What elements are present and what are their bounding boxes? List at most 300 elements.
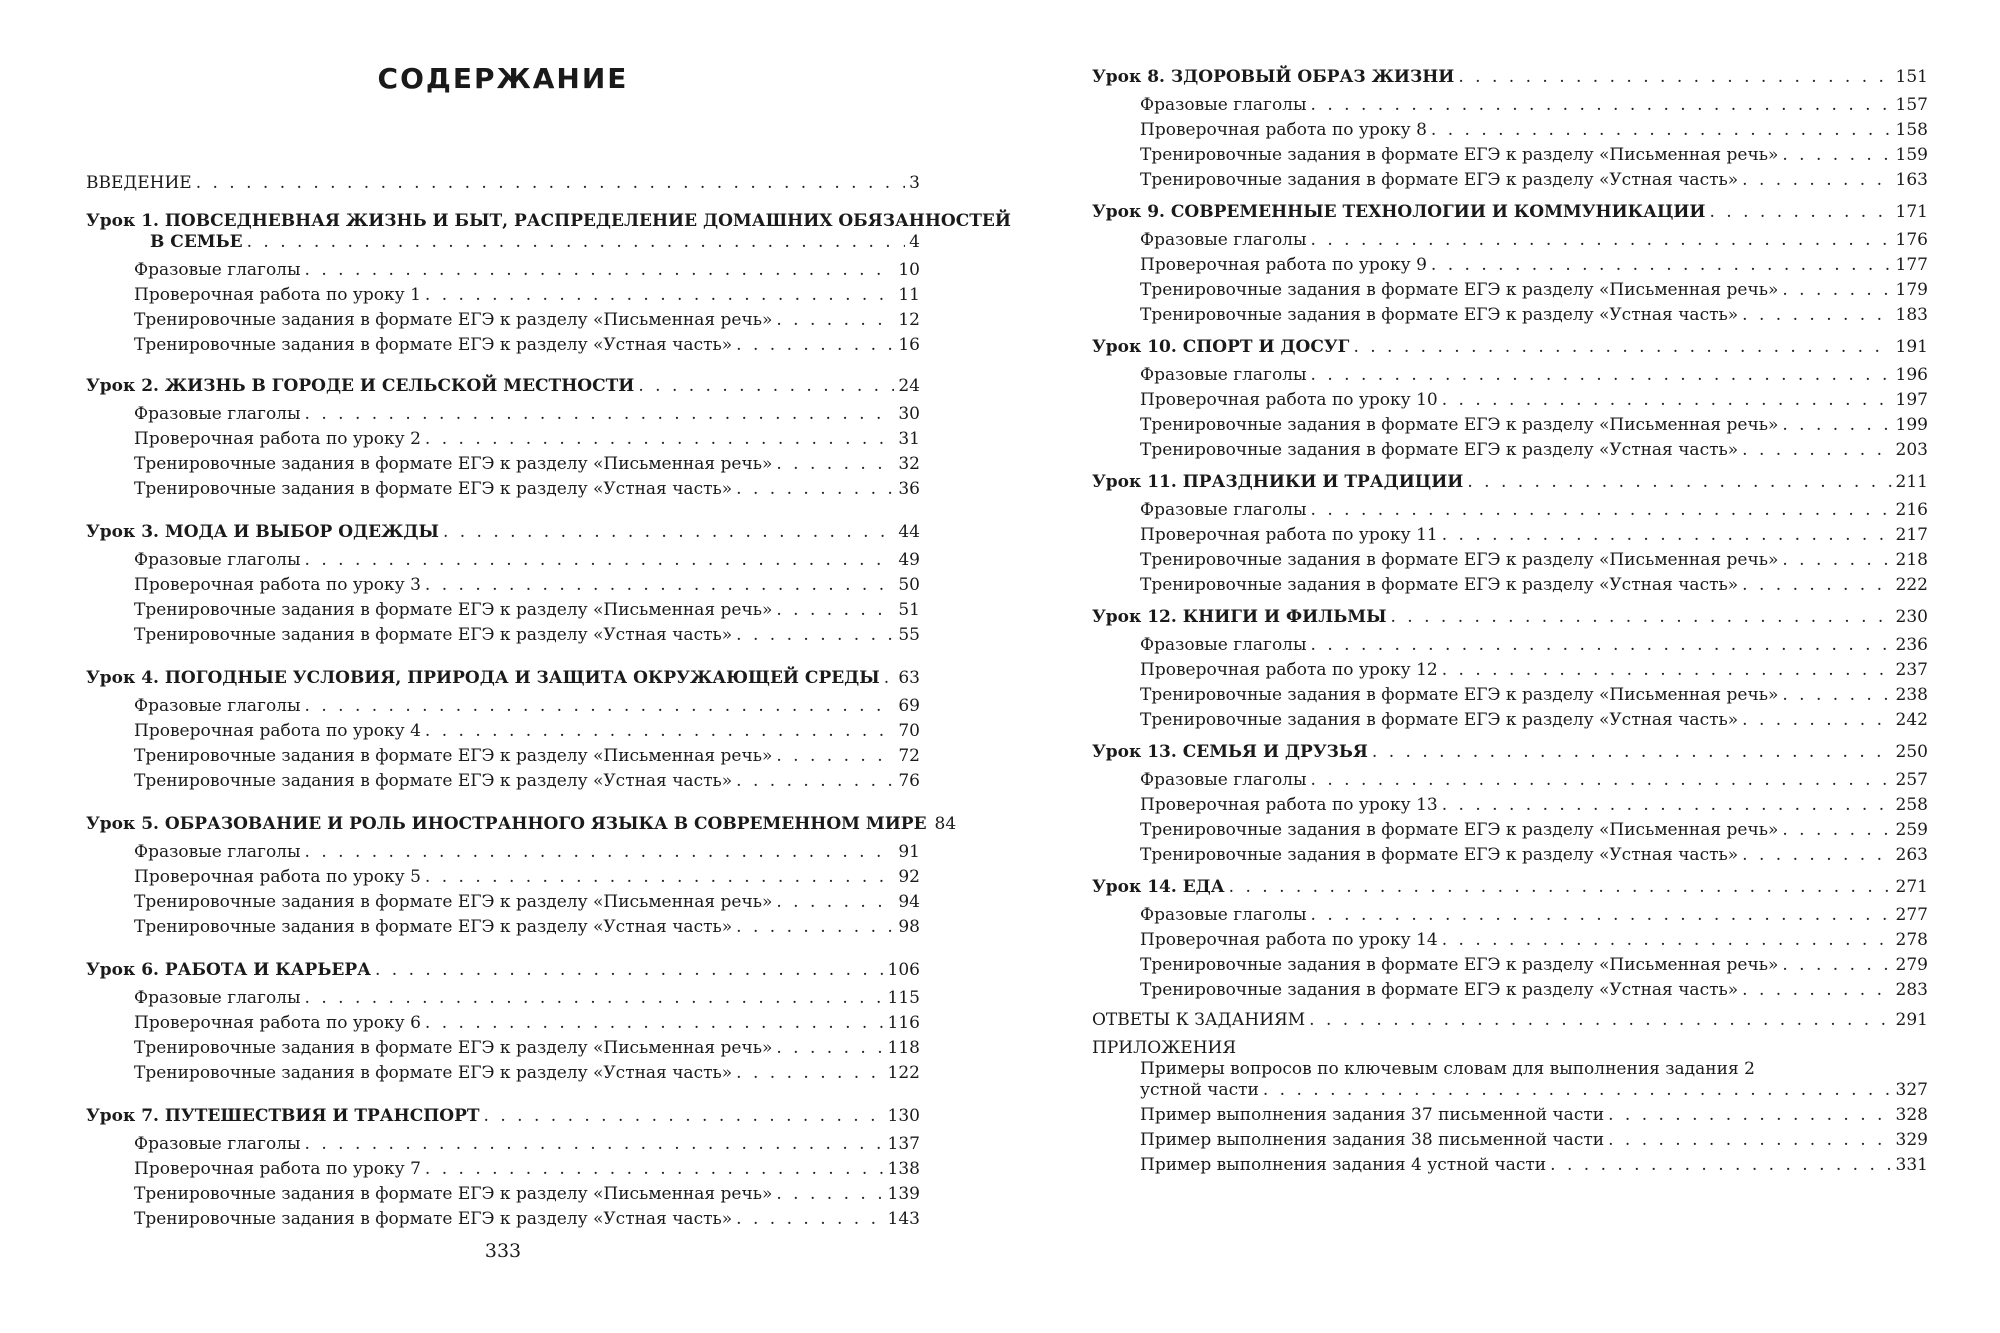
entry-page: 11 (898, 285, 920, 305)
dot-leader (1311, 499, 1892, 521)
entry-page: 98 (898, 917, 920, 937)
entry-page: 130 (887, 1106, 920, 1126)
entry-label: Урок 2. ЖИЗНЬ В ГОРОДЕ И СЕЛЬСКОЙ МЕСТНОСТИ (86, 376, 635, 396)
entry-label: Фразовые глаголы (1140, 230, 1307, 250)
toc-subentry[interactable] (134, 841, 920, 863)
dot-leader (305, 987, 884, 1009)
toc-entry-intro[interactable] (86, 172, 920, 194)
entry-page: 116 (887, 1013, 920, 1033)
entry-label: Проверочная работа по уроку 9 (1140, 255, 1427, 275)
entry-label: Проверочная работа по уроку 12 (1140, 660, 1438, 680)
entry-page: 176 (1895, 230, 1928, 250)
entry-page: 242 (1895, 710, 1928, 730)
entry-label: Тренировочные задания в формате ЕГЭ к разделу «Устная часть» (1140, 710, 1739, 730)
dot-leader (305, 695, 895, 717)
toc-subentry[interactable] (1140, 229, 1928, 251)
entry-label: Проверочная работа по уроку 2 (134, 429, 421, 449)
dot-leader (1608, 1104, 1891, 1126)
toc-title: СОДЕРЖАНИЕ (377, 62, 629, 95)
right-page (1092, 0, 1928, 1333)
entry-page: 44 (898, 522, 920, 542)
entry-page: 222 (1895, 575, 1928, 595)
entry-label: ОТВЕТЫ К ЗАДАНИЯМ (1092, 1010, 1306, 1030)
toc-subentry[interactable] (1140, 549, 1928, 571)
dot-leader (305, 259, 895, 281)
appendix-entry[interactable] (1140, 1154, 1928, 1176)
entry-page: 238 (1895, 685, 1928, 705)
entry-label: Тренировочные задания в формате ЕГЭ к разделу «Письменная речь» (1140, 280, 1779, 300)
entry-label: Фразовые глаголы (1140, 905, 1307, 925)
entry-page: 230 (1895, 607, 1928, 627)
dot-leader (1311, 634, 1892, 656)
toc-subentry[interactable] (1140, 439, 1928, 461)
lesson-heading[interactable] (1092, 741, 1928, 763)
dot-leader (425, 574, 894, 596)
entry-label: Тренировочные задания в формате ЕГЭ к разделу «Устная часть» (1140, 440, 1739, 460)
entry-label: Урок 5. ОБРАЗОВАНИЕ И РОЛЬ ИНОСТРАННОГО ЯЗЫКА В СОВРЕМЕННОМ МИРЕ (86, 814, 927, 834)
toc-subentry[interactable] (1140, 929, 1928, 951)
entry-label: Тренировочные задания в формате ЕГЭ к разделу «Устная часть» (134, 1063, 733, 1083)
toc-subentry[interactable] (134, 720, 920, 742)
lesson-1-heading[interactable]: Урок 1. ПОВСЕДНЕВНАЯ ЖИЗНЬ И БЫТ, РАСПРЕДЕЛЕНИЕ ДОМАШНИХ ОБЯЗАННОСТЕЙ (86, 211, 1011, 231)
entry-label: Тренировочные задания в формате ЕГЭ к разделу «Письменная речь» (1140, 820, 1779, 840)
toc-subentry[interactable] (1140, 794, 1928, 816)
appendix-entry[interactable] (1140, 1104, 1928, 1126)
dot-leader (776, 599, 894, 621)
entry-page: 106 (887, 960, 920, 980)
toc-subentry[interactable] (1140, 709, 1928, 731)
lesson-heading[interactable] (1092, 606, 1928, 628)
entry-page: 32 (898, 454, 920, 474)
entry-label: Проверочная работа по уроку 4 (134, 721, 421, 741)
entry-label: Тренировочные задания в формате ЕГЭ к разделу «Письменная речь» (134, 600, 773, 620)
dot-leader (1229, 876, 1892, 898)
entry-label: Урок 8. ЗДОРОВЫЙ ОБРАЗ ЖИЗНИ (1092, 67, 1455, 87)
entry-label: Фразовые глаголы (134, 842, 301, 862)
entry-label: Тренировочные задания в формате ЕГЭ к разделу «Устная часть» (134, 1209, 733, 1229)
entry-label: Тренировочные задания в формате ЕГЭ к разделу «Устная часть» (1140, 575, 1739, 595)
appendix-entry[interactable] (1140, 1129, 1928, 1151)
entry-label: Тренировочные задания в формате ЕГЭ к разделу «Письменная речь» (134, 892, 773, 912)
dot-leader (425, 1012, 884, 1034)
lesson-heading[interactable] (86, 1105, 920, 1127)
dot-leader (1442, 524, 1892, 546)
entry-label: Урок 4. ПОГОДНЫЕ УСЛОВИЯ, ПРИРОДА И ЗАЩИТА ОКРУЖАЮЩЕЙ СРЕДЫ (86, 668, 880, 688)
entry-label: Тренировочные задания в формате ЕГЭ к разделу «Письменная речь» (1140, 415, 1779, 435)
toc-subentry[interactable] (1140, 819, 1928, 841)
entry-label: Тренировочные задания в формате ЕГЭ к разделу «Письменная речь» (134, 1184, 773, 1204)
entry-page: 118 (887, 1038, 920, 1058)
entry-page: 258 (1895, 795, 1928, 815)
entry-page: 76 (898, 771, 920, 791)
entry-page: 159 (1895, 145, 1928, 165)
toc-subentry[interactable] (1140, 304, 1928, 326)
entry-label: Тренировочные задания в формате ЕГЭ к разделу «Письменная речь» (134, 310, 773, 330)
toc-subentry[interactable] (134, 1062, 920, 1084)
dot-leader (443, 521, 894, 543)
entry-label: Тренировочные задания в формате ЕГЭ к разделу «Устная часть» (1140, 305, 1739, 325)
entry-page: 199 (1895, 415, 1928, 435)
entry-page: 279 (1895, 955, 1928, 975)
entry-label: Фразовые глаголы (1140, 770, 1307, 790)
dot-leader (305, 549, 895, 571)
entry-label: Урок 10. СПОРТ И ДОСУГ (1092, 337, 1350, 357)
lesson-heading[interactable] (86, 521, 920, 543)
dot-leader (1782, 414, 1891, 436)
entry-label: Проверочная работа по уроку 8 (1140, 120, 1427, 140)
entry-label: Пример выполнения задания 38 письменной части (1140, 1130, 1605, 1150)
entry-label: Проверочная работа по уроку 1 (134, 285, 421, 305)
toc-subentry[interactable] (1140, 144, 1928, 166)
dot-leader (1442, 659, 1892, 681)
entry-label: Урок 3. МОДА И ВЫБОР ОДЕЖДЫ (86, 522, 439, 542)
entry-label: В СЕМЬЕ (150, 232, 243, 252)
entry-label: Тренировочные задания в формате ЕГЭ к разделу «Письменная речь» (1140, 955, 1779, 975)
entry-page: 179 (1895, 280, 1928, 300)
appendix-entry-head[interactable]: Примеры вопросов по ключевым словам для выполнения задания 2 (1140, 1059, 1755, 1079)
dot-leader (484, 1105, 884, 1127)
entry-page: 217 (1895, 525, 1928, 545)
entry-label: Тренировочные задания в формате ЕГЭ к разделу «Письменная речь» (1140, 685, 1779, 705)
dot-leader (425, 720, 894, 742)
toc-subentry[interactable] (1140, 659, 1928, 681)
entry-label: Фразовые глаголы (134, 696, 301, 716)
entry-label: Урок 14. ЕДА (1092, 877, 1225, 897)
entry-page: 139 (887, 1184, 920, 1204)
toc-subentry[interactable] (1140, 524, 1928, 546)
dot-leader (1311, 904, 1892, 926)
dot-leader (1742, 304, 1891, 326)
toc-subentry[interactable] (1140, 94, 1928, 116)
entry-page: 328 (1895, 1105, 1928, 1125)
dot-leader (1431, 254, 1892, 276)
dot-leader (425, 284, 894, 306)
toc-subentry[interactable] (134, 599, 920, 621)
dot-leader (736, 478, 894, 500)
entry-page: 197 (1895, 390, 1928, 410)
toc-subentry[interactable] (134, 259, 920, 281)
entry-page: 171 (1895, 202, 1928, 222)
entry-page: 137 (887, 1134, 920, 1154)
entry-page: 331 (1895, 1155, 1928, 1175)
entry-page: 70 (898, 721, 920, 741)
toc-subentry[interactable] (134, 916, 920, 938)
dot-leader (1742, 439, 1891, 461)
entry-page: 218 (1895, 550, 1928, 570)
entry-page: 92 (898, 867, 920, 887)
entry-label: Фразовые глаголы (134, 550, 301, 570)
entry-label: Урок 7. ПУТЕШЕСТВИЯ И ТРАНСПОРТ (86, 1106, 480, 1126)
dot-leader (305, 1133, 884, 1155)
toc-subentry[interactable] (134, 1037, 920, 1059)
entry-label: Проверочная работа по уроку 13 (1140, 795, 1438, 815)
dot-leader (1311, 94, 1892, 116)
toc-subentry[interactable] (134, 745, 920, 767)
dot-leader (776, 309, 894, 331)
entry-page: 259 (1895, 820, 1928, 840)
toc-subentry[interactable] (134, 770, 920, 792)
dot-leader (1311, 364, 1892, 386)
dot-leader (1263, 1079, 1892, 1101)
entry-label: Тренировочные задания в формате ЕГЭ к разделу «Письменная речь» (1140, 550, 1779, 570)
toc-subentry[interactable] (134, 891, 920, 913)
entry-label: Пример выполнения задания 37 письменной части (1140, 1105, 1605, 1125)
entry-label: Тренировочные задания в формате ЕГЭ к разделу «Устная часть» (1140, 845, 1739, 865)
entry-page: 277 (1895, 905, 1928, 925)
entry-page: 216 (1895, 500, 1928, 520)
dot-leader (736, 624, 894, 646)
dot-leader (1311, 229, 1892, 251)
entry-page: 91 (898, 842, 920, 862)
entry-page: 250 (1895, 742, 1928, 762)
entry-page: 236 (1895, 635, 1928, 655)
entry-label: Урок 13. СЕМЬЯ И ДРУЗЬЯ (1092, 742, 1368, 762)
toc-subentry[interactable] (1140, 414, 1928, 436)
dot-leader (247, 231, 906, 253)
dot-leader (425, 428, 894, 450)
entry-label: Тренировочные задания в формате ЕГЭ к разделу «Устная часть» (134, 479, 733, 499)
dot-leader (425, 866, 894, 888)
entry-label: Урок 11. ПРАЗДНИКИ И ТРАДИЦИИ (1092, 472, 1464, 492)
entry-label: Проверочная работа по уроку 7 (134, 1159, 421, 1179)
dot-leader (1442, 794, 1892, 816)
dot-leader (1782, 279, 1891, 301)
entry-label: Урок 9. СОВРЕМЕННЫЕ ТЕХНОЛОГИИ И КОММУНИКАЦИИ (1092, 202, 1706, 222)
dot-leader (375, 959, 884, 981)
toc-subentry[interactable] (134, 403, 920, 425)
entry-page: 63 (898, 668, 920, 688)
toc-subentry[interactable] (134, 428, 920, 450)
entry-page: 3 (909, 173, 920, 193)
toc-subentry[interactable] (134, 1183, 920, 1205)
entry-label: Фразовые глаголы (134, 404, 301, 424)
dot-leader (884, 667, 895, 689)
entry-page: 263 (1895, 845, 1928, 865)
dot-leader (305, 841, 895, 863)
dot-leader (1782, 549, 1891, 571)
dot-leader (1442, 929, 1892, 951)
toc-subentry[interactable] (134, 309, 920, 331)
entry-label: Фразовые глаголы (134, 1134, 301, 1154)
entry-page: 151 (1895, 67, 1928, 87)
toc-subentry[interactable] (1140, 684, 1928, 706)
toc-subentry[interactable] (1140, 119, 1928, 141)
entry-page: 177 (1895, 255, 1928, 275)
entry-page: 157 (1895, 95, 1928, 115)
toc-entry-answers[interactable] (1092, 1009, 1928, 1031)
entry-label: Тренировочные задания в формате ЕГЭ к разделу «Письменная речь» (134, 746, 773, 766)
entry-page: 69 (898, 696, 920, 716)
lesson-heading[interactable] (86, 813, 957, 835)
entry-label: Проверочная работа по уроку 5 (134, 867, 421, 887)
dot-leader (1458, 66, 1891, 88)
lesson-heading[interactable] (86, 667, 920, 689)
dot-leader (425, 1158, 884, 1180)
entry-label: Фразовые глаголы (134, 260, 301, 280)
entry-label: Проверочная работа по уроку 3 (134, 575, 421, 595)
entry-page: 237 (1895, 660, 1928, 680)
entry-page: 16 (898, 335, 920, 355)
toc-subentry[interactable] (1140, 769, 1928, 791)
entry-label: Проверочная работа по уроку 10 (1140, 390, 1438, 410)
toc-subentry[interactable] (134, 1012, 920, 1034)
entry-page: 4 (909, 232, 920, 252)
toc-subentry[interactable] (1140, 979, 1928, 1001)
entry-page: 196 (1895, 365, 1928, 385)
dot-leader (1608, 1129, 1891, 1151)
dot-leader (1467, 471, 1891, 493)
entry-page: 55 (898, 625, 920, 645)
dot-leader (1742, 844, 1891, 866)
toc-subentry[interactable] (1140, 364, 1928, 386)
left-page (86, 0, 1011, 1333)
toc-subentry[interactable] (134, 453, 920, 475)
dot-leader (1431, 119, 1892, 141)
dot-leader (1782, 819, 1891, 841)
entry-label: Тренировочные задания в формате ЕГЭ к разделу «Устная часть» (134, 771, 733, 791)
toc-subentry[interactable] (134, 549, 920, 571)
entry-page: 30 (898, 404, 920, 424)
toc-subentry[interactable] (1140, 169, 1928, 191)
dot-leader (1353, 336, 1891, 358)
entry-label: Проверочная работа по уроку 6 (134, 1013, 421, 1033)
entry-page: 278 (1895, 930, 1928, 950)
entry-page: 271 (1895, 877, 1928, 897)
entry-page: 183 (1895, 305, 1928, 325)
entry-label: Урок 12. КНИГИ И ФИЛЬМЫ (1092, 607, 1387, 627)
entry-page: 283 (1895, 980, 1928, 1000)
dot-leader (1742, 979, 1891, 1001)
toc-subentry[interactable] (134, 478, 920, 500)
toc-subentry[interactable] (1140, 254, 1928, 276)
toc-subentry[interactable] (1140, 389, 1928, 411)
dot-leader (736, 1208, 883, 1230)
entry-label: Тренировочные задания в формате ЕГЭ к разделу «Письменная речь» (134, 1038, 773, 1058)
entry-page: 329 (1895, 1130, 1928, 1150)
toc-subentry[interactable] (1140, 844, 1928, 866)
entry-label: Проверочная работа по уроку 11 (1140, 525, 1438, 545)
dot-leader (1710, 201, 1892, 223)
lesson-heading[interactable] (86, 959, 920, 981)
entry-page: 158 (1895, 120, 1928, 140)
entry-page: 94 (898, 892, 920, 912)
lesson-heading[interactable] (86, 375, 920, 397)
entry-label: Тренировочные задания в формате ЕГЭ к разделу «Устная часть» (134, 917, 733, 937)
entry-page: 51 (898, 600, 920, 620)
dot-leader (1550, 1154, 1891, 1176)
lesson-heading[interactable] (1092, 336, 1928, 358)
dot-leader (776, 745, 894, 767)
entry-page: 122 (887, 1063, 920, 1083)
entry-page: 191 (1895, 337, 1928, 357)
lesson-heading[interactable] (1092, 876, 1928, 898)
entry-label: устной части (1140, 1080, 1259, 1100)
entry-page: 115 (887, 988, 920, 1008)
entry-page: 138 (887, 1159, 920, 1179)
dot-leader (736, 770, 894, 792)
entry-label: Фразовые глаголы (1140, 635, 1307, 655)
entry-label: Тренировочные задания в формате ЕГЭ к разделу «Устная часть» (1140, 170, 1739, 190)
entry-page: 12 (898, 310, 920, 330)
toc-subentry[interactable] (134, 695, 920, 717)
dot-leader (1742, 169, 1891, 191)
dot-leader (736, 334, 894, 356)
entry-page: 257 (1895, 770, 1928, 790)
toc-subentry[interactable] (134, 334, 920, 356)
dot-leader (776, 1037, 883, 1059)
toc-subentry[interactable] (134, 1158, 920, 1180)
dot-leader (776, 453, 894, 475)
dot-leader (1391, 606, 1892, 628)
toc-subentry[interactable] (134, 284, 920, 306)
toc-subentry[interactable] (1140, 904, 1928, 926)
toc-subentry[interactable] (134, 574, 920, 596)
lesson-heading[interactable] (1092, 201, 1928, 223)
entry-label: Фразовые глаголы (134, 988, 301, 1008)
lesson-heading[interactable] (1092, 471, 1928, 493)
toc-subentry[interactable] (134, 1133, 920, 1155)
appendix-entry[interactable] (1140, 1079, 1928, 1101)
entry-label: Фразовые глаголы (1140, 95, 1307, 115)
entry-page: 49 (898, 550, 920, 570)
page-number: 333 (484, 1240, 522, 1262)
toc-subentry[interactable] (134, 866, 920, 888)
entry-label: ВВЕДЕНИЕ (86, 173, 192, 193)
entry-page: 50 (898, 575, 920, 595)
entry-label: Пример выполнения задания 4 устной части (1140, 1155, 1547, 1175)
entry-label: Фразовые глаголы (1140, 500, 1307, 520)
dot-leader (1309, 1009, 1891, 1031)
entry-page: 327 (1895, 1080, 1928, 1100)
toc-subentry[interactable] (1140, 574, 1928, 596)
entry-page: 31 (898, 429, 920, 449)
entry-label: Урок 6. РАБОТА И КАРЬЕРА (86, 960, 371, 980)
dot-leader (1742, 709, 1891, 731)
toc-subentry[interactable] (1140, 499, 1928, 521)
dot-leader (638, 375, 894, 397)
entry-page: 211 (1895, 472, 1928, 492)
lesson-1-heading-cont[interactable] (150, 231, 920, 253)
lesson-heading[interactable] (1092, 66, 1928, 88)
entry-page: 84 (934, 814, 957, 834)
entry-page: 143 (887, 1209, 920, 1229)
entry-label: Тренировочные задания в формате ЕГЭ к разделу «Устная часть» (134, 335, 733, 355)
dot-leader (1782, 954, 1891, 976)
toc-subentry[interactable] (134, 1208, 920, 1230)
toc-subentry[interactable] (134, 624, 920, 646)
dot-leader (1311, 769, 1892, 791)
entry-label: Тренировочные задания в формате ЕГЭ к разделу «Устная часть» (134, 625, 733, 645)
toc-subentry[interactable] (1140, 954, 1928, 976)
dot-leader (1782, 144, 1891, 166)
toc-subentry[interactable] (134, 987, 920, 1009)
toc-subentry[interactable] (1140, 634, 1928, 656)
entry-label: Тренировочные задания в формате ЕГЭ к разделу «Письменная речь» (134, 454, 773, 474)
dot-leader (776, 1183, 883, 1205)
entry-page: 163 (1895, 170, 1928, 190)
entry-page: 10 (898, 260, 920, 280)
dot-leader (736, 1062, 883, 1084)
toc-subentry[interactable] (1140, 279, 1928, 301)
dot-leader (1372, 741, 1892, 763)
entry-page: 291 (1895, 1010, 1928, 1030)
dot-leader (305, 403, 895, 425)
dot-leader (1442, 389, 1892, 411)
entry-page: 36 (898, 479, 920, 499)
dot-leader (1742, 574, 1891, 596)
dot-leader (196, 172, 905, 194)
entry-page: 24 (898, 376, 920, 396)
